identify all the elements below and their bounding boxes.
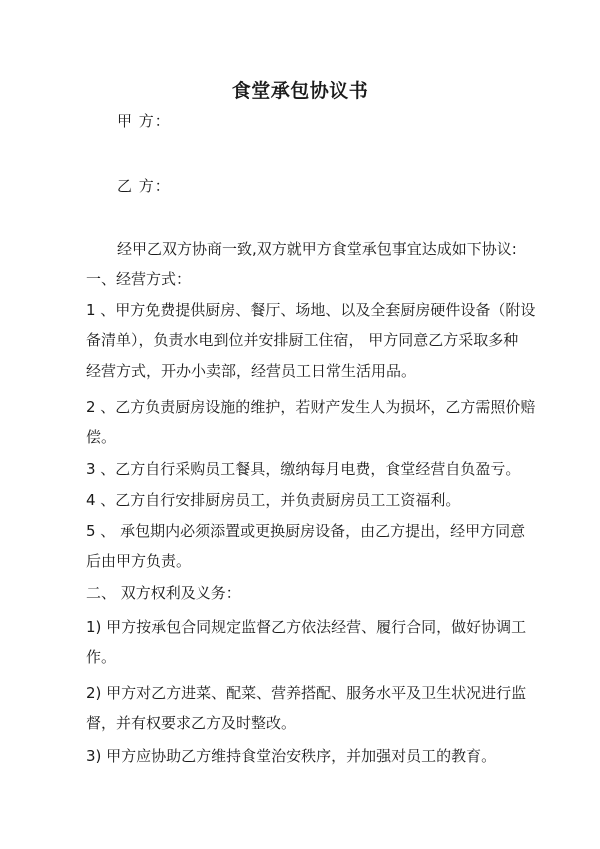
document-title: 食堂承包协议书: [231, 80, 369, 102]
s2-item-1-line-2: 作。: [86, 648, 117, 666]
s2-item-3: 3) 甲方应协助乙方维持食堂治安秩序，并加强对员工的教育。: [86, 747, 497, 765]
s1-item-1-line-3: 经营方式，开办小卖部，经营员工日常生活用品。: [86, 362, 417, 380]
s1-item-2-line-1: 2 、乙方负责厨房设施的维护，若财产发生人为损坏，乙方需照价赔: [86, 398, 536, 416]
s1-item-4: 4 、乙方自行安排厨房员工，并负责厨房员工工资福利。: [86, 491, 461, 509]
s1-item-3: 3 、乙方自行采购员工餐具，缴纳每月电费，食堂经营自负盈亏。: [86, 460, 521, 478]
s1-item-2-line-2: 偿。: [86, 428, 117, 446]
section-2-heading: 二、 双方权利及义务：: [86, 584, 241, 602]
intro-paragraph: 经甲乙双方协商一致,双方就甲方食堂承包事宜达成如下协议:: [117, 240, 517, 258]
s2-item-2-line-1: 2) 甲方对乙方进菜、配菜、营养搭配、服务水平及卫生状况进行监: [86, 684, 527, 702]
section-1-heading: 一、经营方式：: [86, 270, 192, 288]
party-a-label: 甲 方：: [117, 112, 171, 130]
s1-item-1-line-2: 备清单），负责水电到位并安排厨工住宿， 甲方同意乙方采取多种: [86, 331, 519, 349]
s2-item-1-line-1: 1) 甲方按承包合同规定监督乙方依法经营、履行合同，做好协调工: [86, 618, 527, 636]
party-b-label: 乙 方：: [117, 177, 171, 195]
s2-item-2-line-2: 督，并有权要求乙方及时整改。: [86, 714, 297, 732]
s1-item-5-line-2: 后由甲方负责。: [86, 552, 192, 570]
s1-item-5-line-1: 5 、 承包期内必须添置或更换厨房设备，由乙方提出，经甲方同意: [86, 522, 526, 540]
s1-item-1-line-1: 1 、甲方免费提供厨房、餐厅、场地、以及全套厨房硬件设备（附设: [86, 301, 536, 319]
